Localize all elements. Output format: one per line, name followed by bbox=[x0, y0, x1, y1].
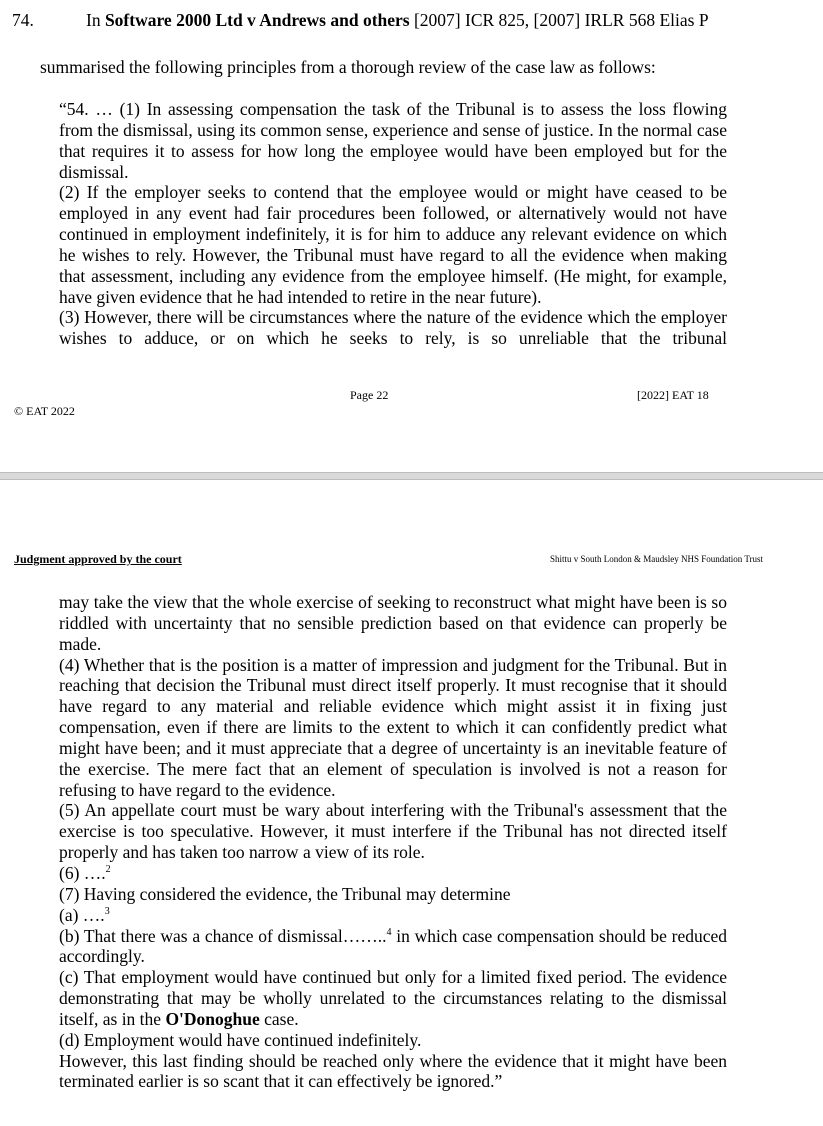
quoted-principles-page-2 bbox=[59, 592, 727, 1092]
paragraph-intro bbox=[86, 10, 709, 31]
intro-prefix: In bbox=[86, 10, 105, 30]
intro-suffix: [2007] ICR 825, [2007] IRLR 568 Elias P bbox=[409, 10, 709, 30]
quote-paragraph bbox=[59, 967, 727, 1030]
quote-text: in which case compensation should be reduced accordingly. bbox=[59, 925, 727, 967]
quote-paragraph: (7) Having considered the evidence, the Tribunal may determine bbox=[59, 883, 511, 904]
page-number: Page 22 bbox=[350, 388, 389, 402]
quote-paragraph: (4) Whether that is the position is a matter of impression and judgment for the Tribunal. But in reaching that decision the Tribunal must direct itself properly. It must recognise that it should have regard to any material and reliable evidence which might assist it in fixing just compensation, even if there are limits to the extent to which it can confidently predict what might have been; and it must appreciate that a degree of uncertainty is an inevitable feature of the exercise. The mere fact that an element of speculation is involved is not a reason for refusing to have regard to the evidence. bbox=[59, 654, 727, 800]
case-reference: O'Donoghue bbox=[165, 1008, 260, 1029]
footnote-marker: 4 bbox=[386, 926, 392, 938]
quote-paragraph bbox=[59, 905, 727, 926]
footnote-marker: 2 bbox=[105, 864, 111, 876]
quote-paragraph bbox=[59, 863, 727, 884]
judgment-approved-header: Judgment approved by the court bbox=[14, 552, 182, 566]
document-page-1 bbox=[0, 0, 823, 472]
quote-paragraph: “54. … (1) In assessing compensation the task of the Tribunal is to assess the loss flowing from the dismissal, using its common sense, experience and sense of justice. In the normal case that requires it to assess for how long the employee would have been employed but for the dismissal. bbox=[59, 99, 727, 182]
paragraph-number: 74. bbox=[12, 10, 34, 30]
quote-paragraph: may take the view that the whole exercise of seeking to reconstruct what might have been is so riddled with uncertainty that no sensible prediction based on that evidence can properly be made. bbox=[59, 592, 727, 654]
copyright-notice: © EAT 2022 bbox=[14, 404, 75, 418]
quote-text: (b) That there was a chance of dismissal…….. bbox=[59, 925, 387, 946]
quote-paragraph: (3) However, there will be circumstances where the nature of the evidence which the employer wishes to adduce, or on which he seeks to rely, is so unreliable that the tribunal bbox=[59, 307, 727, 349]
quote-paragraph: (5) An appellate court must be wary about interfering with the Tribunal's assessment that the exercise is too speculative. However, it must interfere if the Tribunal has not directed itself properly and has taken too narrow a view of its role. bbox=[59, 800, 727, 863]
quote-paragraph bbox=[59, 926, 727, 968]
quote-paragraph: (2) If the employer seeks to contend that the employee would or might have ceased to be employed in any event had fair procedures been followed, or alternatively would not have continued in employment indefinitely, it is for him to adduce any relevant evidence on which he wishes to rely. However, the Tribunal must have regard to all the evidence when making that assessment, including any evidence from the employee himself. (He might, for example, have given evidence that he had intended to retire in the near future). bbox=[59, 182, 727, 307]
footnote-marker: 3 bbox=[104, 905, 110, 917]
paragraph-intro-continuation: summarised the following principles from a thorough review of the case law as follows: bbox=[40, 57, 656, 77]
quote-text: (6) …. bbox=[59, 862, 106, 883]
quote-text: case. bbox=[259, 1008, 299, 1029]
case-name: Software 2000 Ltd v Andrews and others bbox=[104, 10, 410, 30]
quote-text: (c) That employment would have continued but only for a limited fixed period. The evidence demonstrating that may be wholly unrelated to the circumstances relating to the dismissal itself, as in the bbox=[59, 967, 727, 1029]
document-page-2 bbox=[0, 480, 823, 1126]
quote-paragraph: However, this last finding should be reached only where the evidence that it might have been terminated earlier is so scant that it can effectively be ignored.” bbox=[59, 1050, 727, 1092]
page-separator bbox=[0, 472, 823, 480]
quote-paragraph: (d) Employment would have continued indefinitely. bbox=[59, 1029, 422, 1050]
neutral-citation: [2022] EAT 18 bbox=[637, 388, 709, 402]
quote-text: (a) …. bbox=[59, 904, 105, 925]
case-title-header: Shittu v South London & Maudsley NHS Foundation Trust bbox=[549, 554, 763, 564]
quoted-principles-page-1 bbox=[59, 99, 727, 349]
